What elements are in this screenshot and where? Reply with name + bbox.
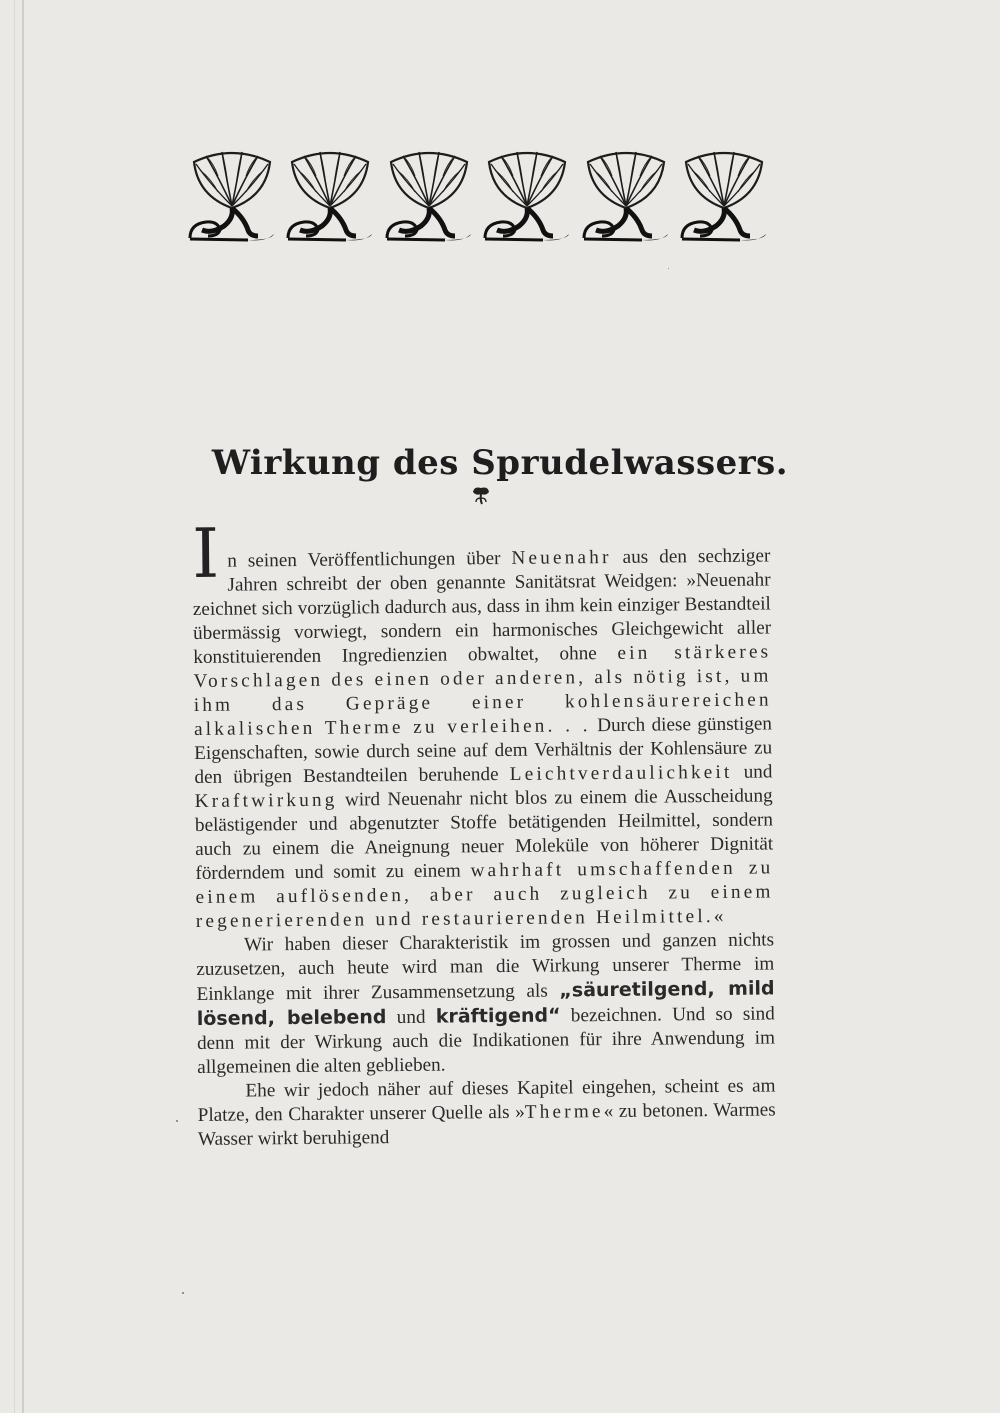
- paper-speck: [182, 1292, 184, 1294]
- ornament-row: [188, 146, 768, 246]
- spaced-text: Leichtverdaulichkeit: [509, 761, 733, 785]
- text-run: und: [732, 761, 773, 783]
- lotus-ornament-icon: [582, 146, 670, 242]
- spaced-text: Therme: [524, 1101, 604, 1123]
- spaced-text: ein stärkeres Vorschlagen des einen oder anderen, als nötig ist, um ihm das Gepräge einer kohlensäurereichen alkalischen Therme zu verleihen. . .: [193, 641, 772, 740]
- lotus-ornament-icon: [188, 146, 276, 242]
- spaced-text: Neuenahr: [511, 546, 612, 569]
- paragraph-2: [196, 928, 775, 1080]
- paragraph-3: [197, 1074, 776, 1152]
- text-run: «: [713, 905, 724, 928]
- spaced-text: Kraftwirkung: [194, 789, 338, 812]
- text-run: « zu betonen. Warmes Wasser wirkt beruhigend: [197, 1099, 776, 1150]
- fleuron-icon: [470, 484, 492, 506]
- spaced-text: wahrhaft umschaffenden zu einem auflösenden, aber auch zugleich zu einem regenerierenden und restaurierenden Heilmittel.: [195, 857, 774, 932]
- text-run: Wir haben dieser Charakteristik im grossen und ganzen nichts zuzusetzen, auch heute wird man die Wirkung unserer Therme im Einklange mit ihrer Zusammensetzung als: [196, 929, 775, 1005]
- page-title: Wirkung des Sprudelwassers.: [211, 442, 789, 483]
- paper-speck: [176, 1120, 178, 1122]
- page-gutter-shadow: [14, 0, 15, 1413]
- spacer: [192, 514, 770, 550]
- text-run: Ehe wir jedoch näher auf dieses Kapitel eingehen, scheint es am Platze, den Charakter unserer Quelle als »: [197, 1075, 776, 1126]
- text-run: bezeichnen. Und so sind denn mit der Wirkung auch die Indikationen für ihre Anwendung im allgemeinen die alten geblieben.: [196, 1003, 776, 1078]
- bold-text: kräftigend“: [435, 1004, 561, 1028]
- text-run: Durch diese günstigen Eigenschaften, sowie durch seine auf dem Verhältnis der Kohlensäure zu den übrigen Bestandteilen beruhende: [194, 713, 773, 788]
- lotus-ornament-icon: [483, 146, 571, 242]
- drop-cap: I: [191, 514, 220, 594]
- paper-speck: [668, 268, 669, 269]
- body-text: [192, 514, 776, 1152]
- text-run: wird Neuenahr nicht blos zu einem die Ausscheidung belästigender und abgenutzter Stoffe betätigenden Heilmittel, sondern auch zu einem die Aneignung neuer Moleküle von höherer Dignität förderndem und somit zu einem: [194, 785, 774, 884]
- bold-text: „säuretilgend, mild lösend, belebend: [196, 977, 775, 1030]
- text-run: aus den sechziger Jahren schreibt der oben genannte Sanitätsrat Weidgen: »Neuenahr zeichnet sich vorzüglich dadurch aus, dass in ihm kein einziger Bestandteil übermässig vorwiegt, sondern ein harmonisches Gleichgewicht aller konstituierenden Ingredienzien obwaltet, ohne: [192, 545, 772, 668]
- lotus-ornament-icon: [286, 146, 374, 242]
- text-run: und: [386, 1006, 436, 1029]
- page-edge: [22, 0, 24, 1413]
- lotus-ornament-icon: [385, 146, 473, 242]
- lotus-ornament-icon: [680, 146, 768, 242]
- text-run: n seinen Veröffentlichungen über: [227, 547, 512, 572]
- paragraph-1: [192, 514, 774, 934]
